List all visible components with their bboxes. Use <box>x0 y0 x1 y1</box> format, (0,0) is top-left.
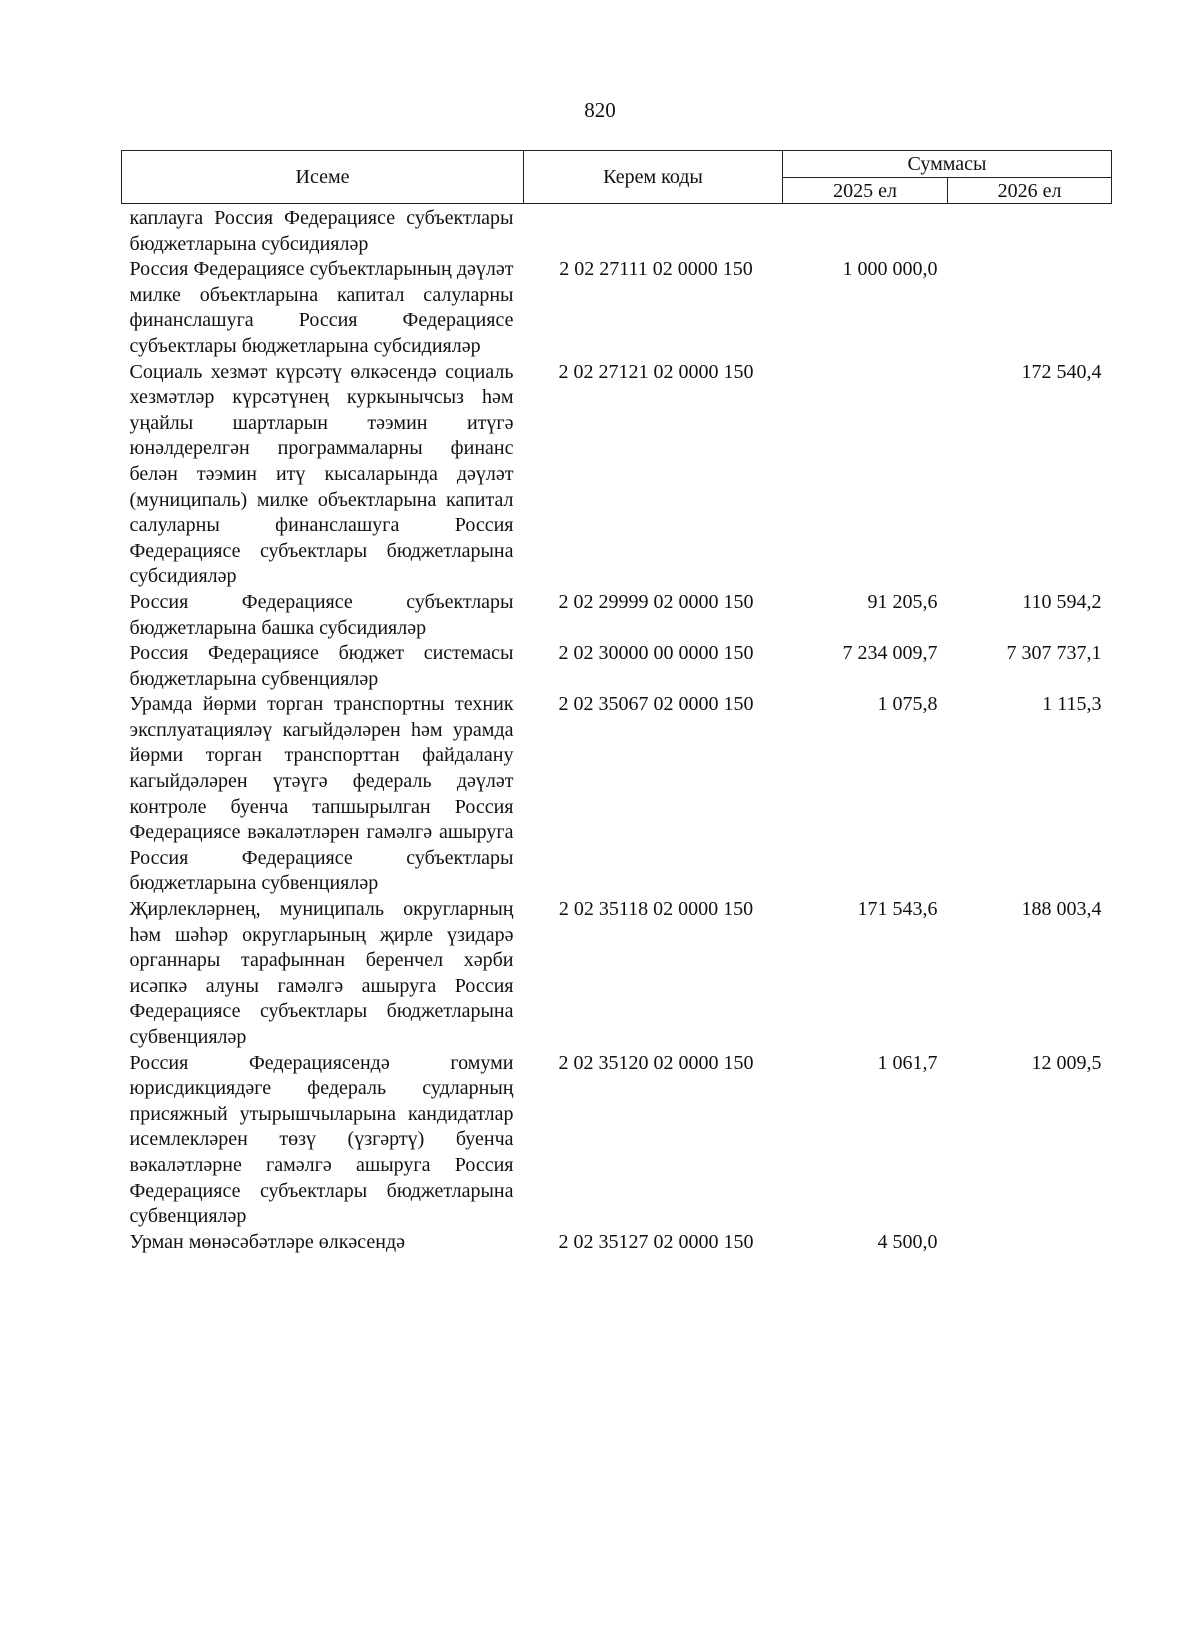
row-amount-2026 <box>948 204 1112 258</box>
row-code: 2 02 30000 00 0000 150 <box>558 642 754 665</box>
row-amount-2025: 1 075,8 <box>877 693 938 716</box>
row-name: Россия Федерациясе субъектларының дәүләт милке объектларына капитал салуларны финанслашуга Россия Федерациясе субъектлары бюджетларына субсидияләр <box>129 258 514 357</box>
table-row <box>122 257 1112 359</box>
row-name: Урман мөнәсәбәтләре өлкәсендә <box>129 1230 406 1253</box>
row-name: Социаль хезмәт күрсәтү өлкәсендә социаль хезмәтләр күрсәтүнең куркынычсыз һәм уңайлы шартларын тәэмин итүгә юнәлдерелгән программаларны финанс белән тәэмин итү кысаларында дәүләт (муниципаль) милке объектларына капитал салуларны финанслашуга Россия Федерациясе субъектлары бюджетларына субсидияләр <box>129 360 514 588</box>
row-amount-2026: 172 540,4 <box>1021 360 1102 383</box>
row-code: 2 02 35127 02 0000 150 <box>558 1230 754 1253</box>
row-amount-2025: 4 500,0 <box>877 1230 938 1253</box>
table-row <box>122 360 1112 590</box>
budget-table <box>121 150 1112 1255</box>
table-row <box>122 1051 1112 1230</box>
row-name: Россия Федерациясе субъектлары бюджетларына башка субсидияләр <box>129 590 514 639</box>
row-amount-2025: 1 061,7 <box>877 1051 938 1074</box>
row-amount-2025 <box>783 204 948 258</box>
row-name: Россия Федерациясе бюджет системасы бюджетларына субвенцияләр <box>129 642 514 690</box>
row-name: каплауга Россия Федерациясе субъектлары бюджетларына субсидияләр <box>129 207 514 255</box>
table-header <box>122 151 1112 204</box>
table-row <box>122 897 1112 1051</box>
row-amount-2025: 91 205,6 <box>867 590 938 613</box>
row-code: 2 02 35067 02 0000 150 <box>558 693 754 716</box>
table-row <box>122 590 1112 641</box>
table-row <box>122 692 1112 897</box>
row-amount-2025 <box>783 360 948 590</box>
row-code: 2 02 35118 02 0000 150 <box>558 898 754 921</box>
row-amount-2026 <box>948 1230 1112 1256</box>
header-year-2026: 2026 ел <box>948 178 1112 204</box>
header-name: Исеме <box>122 151 524 204</box>
row-amount-2025: 7 234 009,7 <box>842 642 938 665</box>
row-name: Россия Федерациясендә гомуми юрисдикциядәге федераль судларның присяжный утырышчыларына кандидатлар исемлекләрен төзү (үзгәртү) буенча вәкаләтләрне гамәлгә ашыруга Россия Федерациясе субъектлары бюджетларына субвенцияләр <box>129 1051 514 1228</box>
header-year-2025: 2025 ел <box>783 178 948 204</box>
header-code: Керем коды <box>524 151 783 204</box>
row-amount-2026: 1 115,3 <box>1042 693 1102 716</box>
row-code: 2 02 27111 02 0000 150 <box>559 258 753 281</box>
row-amount-2025: 171 543,6 <box>857 898 938 921</box>
row-code: 2 02 35120 02 0000 150 <box>558 1051 754 1074</box>
table-body <box>122 204 1112 1256</box>
row-amount-2025: 1 000 000,0 <box>842 258 938 281</box>
row-amount-2026: 188 003,4 <box>1021 898 1102 921</box>
row-code: 2 02 27121 02 0000 150 <box>558 360 754 383</box>
row-code: 2 02 29999 02 0000 150 <box>558 590 754 613</box>
row-code <box>524 204 783 258</box>
row-amount-2026: 12 009,5 <box>1031 1051 1102 1074</box>
row-name: Урамда йөрми торган транспортны техник эксплуатацияләү кагыйдәләрен һәм урамда йөрми торган транспорттан файдалану кагыйдәләрен үтәүгә федераль дәүләт контроле буенча тапшырылган Россия Федерациясе вәкаләтләрен гамәлгә ашыруга Россия Федерациясе субъектлары бюджетларына субвенцияләр <box>129 693 514 895</box>
header-sum: Суммасы <box>783 151 1112 178</box>
table-row <box>122 1230 1112 1256</box>
row-amount-2026: 110 594,2 <box>1022 590 1102 613</box>
table-row <box>122 204 1112 258</box>
row-amount-2026 <box>948 257 1112 359</box>
page-number: 820 <box>584 98 616 122</box>
row-name: Җирлекләрнең, муниципаль округларның һәм шәһәр округларының җирле үзидарә органнары тарафыннан беренчел хәрби исәпкә алуны гамәлгә ашыруга Россия Федерациясе субъектлары бюджетларына субвенцияләр <box>129 898 514 1048</box>
table-row <box>122 641 1112 692</box>
row-amount-2026: 7 307 737,1 <box>1006 642 1102 665</box>
